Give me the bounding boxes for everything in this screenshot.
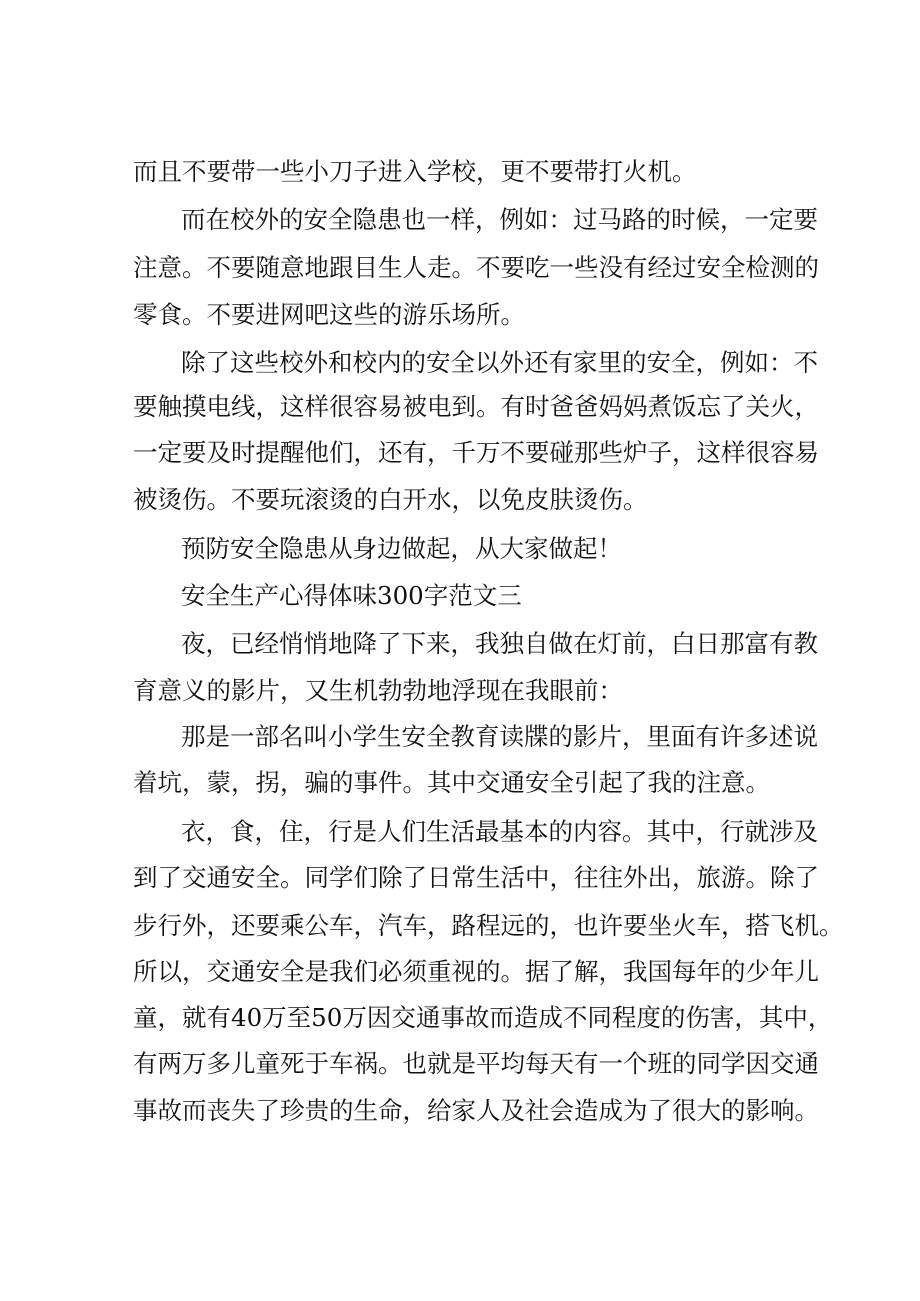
text-line: 到了交通安全。同学们除了日常生活中，往往外出，旅游。除了 (133, 863, 819, 892)
text-line: 而且不要带一些小刀子进入学校，更不要带打火机。 (133, 157, 697, 186)
text-line: 事故而丧失了珍贵的生命，给家人及社会造成为了很大的影响。 (133, 1096, 819, 1125)
text-line: 一定要及时提醒他们，还有，千万不要碰那些炉子，这样很容易 (133, 438, 819, 467)
text-line: 零食。不要进网吧这些的游乐场所。 (133, 300, 525, 329)
text-line: 有两万多儿童死于车祸。也就是平均每天有一个班的同学因交通 (133, 1049, 819, 1078)
text-line: 童，就有40万至50万因交通事故而造成不同程度的伤害，其中， (133, 1003, 833, 1032)
paragraph-start-line: 衣，食，住，行是人们生活最基本的内容。其中，行就涉及 (181, 817, 818, 846)
text-line: 被烫伤。不要玩滚烫的白开水，以免皮肤烫伤。 (133, 485, 648, 514)
text-line: 注意。不要随意地跟目生人走。不要吃一些没有经过安全检测的 (133, 253, 819, 282)
text-line: 要触摸电线，这样很容易被电到。有时爸爸妈妈煮饭忘了关火， (133, 392, 819, 421)
paragraph-start-line: 除了这些校外和校内的安全以外还有家里的安全，例如：不 (181, 348, 818, 377)
paragraph-start-line: 预防安全隐患从身边做起，从大家做起！ (181, 534, 622, 563)
text-line: 着坑，蒙，拐，骗的事件。其中交通安全引起了我的注意。 (133, 768, 770, 797)
paragraph-start-line: 夜，已经悄悄地降了下来，我独自做在灯前，白日那富有教 (181, 629, 818, 658)
paragraph-start-line: 而在校外的安全隐患也一样，例如：过马路的时候，一定要 (181, 205, 818, 234)
paragraph-start-line: 那是一部名叫小学生安全教育读牒的影片，里面有许多述说 (181, 722, 818, 751)
text-line: 育意义的影片，又生机勃勃地浮现在我眼前： (133, 676, 623, 705)
text-line: 所以，交通安全是我们必须重视的。据了解，我国每年的少年儿 (133, 957, 819, 986)
text-line: 步行外，还要乘公车，汽车，路程远的，也许要坐火车，搭飞机。 (133, 911, 844, 940)
section-heading: 安全生产心得体味300字范文三 (181, 581, 522, 610)
